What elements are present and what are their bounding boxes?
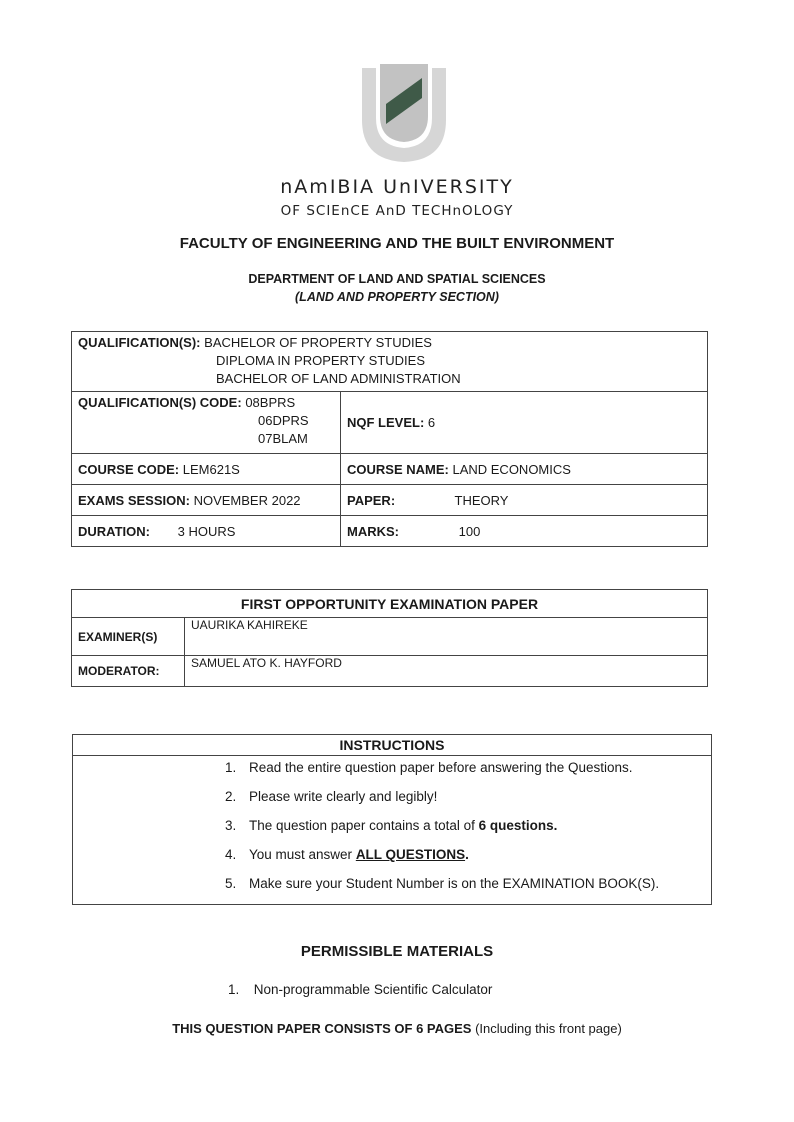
permissible-materials-title: PERMISSIBLE MATERIALS (300, 943, 494, 960)
instruction-text: The question paper contains a total of (249, 818, 479, 833)
paper-value: THEORY (454, 492, 509, 508)
paper-label: PAPER: (347, 492, 396, 508)
instruction-text: You must answer (249, 847, 356, 862)
department-title: DEPARTMENT OF LAND AND SPATIAL SCIENCES (248, 272, 546, 286)
instructions-table (72, 734, 712, 905)
instruction-number: 2. (225, 789, 237, 804)
instruction-item (73, 816, 711, 845)
instruction-number: 1. (225, 760, 237, 775)
instructions-title: INSTRUCTIONS (73, 735, 712, 756)
marks-value: 100 (458, 523, 481, 539)
qualification-codes-label: QUALIFICATION(S) CODE: (78, 395, 242, 410)
moderator-value: SAMUEL ATO K. HAYFORD (185, 656, 708, 687)
course-name-label: COURSE NAME: (347, 461, 449, 477)
university-logo-icon (358, 60, 450, 165)
instruction-item (73, 758, 711, 787)
course-code-cell (72, 454, 341, 485)
examiner-label: EXAMINER(S) (72, 618, 185, 656)
duration-cell (72, 516, 341, 547)
exam-session-value: NOVEMBER 2022 (193, 492, 301, 508)
instruction-text: Make sure your Student Number is on the EXAMINATION BOOK(S). (249, 876, 660, 891)
material-text: Non-programmable Scientific Calculator (253, 982, 493, 997)
course-code-value: LEM621S (182, 461, 240, 477)
qualifications-cell (72, 332, 708, 392)
course-details-table (71, 331, 708, 547)
nqf-level-label: NQF LEVEL: (347, 415, 425, 430)
instruction-number: 4. (225, 847, 237, 862)
instructions-body (73, 756, 712, 905)
course-code-label: COURSE CODE: (78, 461, 180, 477)
examiners-table (71, 589, 708, 687)
page-count-bold: THIS QUESTION PAPER CONSISTS OF 6 PAGES (172, 1021, 472, 1036)
instruction-text-end: . (465, 847, 469, 862)
instruction-text-end: . (553, 818, 558, 833)
university-name: nAmIBIA UnIVERSITY (280, 176, 514, 198)
moderator-label: MODERATOR: (72, 656, 185, 687)
page-count-normal: (Including this front page) (471, 1021, 622, 1036)
qualification-item: BACHELOR OF LAND ADMINISTRATION (216, 371, 461, 386)
paper-cell (341, 485, 708, 516)
duration-value: 3 HOURS (177, 523, 236, 539)
instruction-emphasis: ALL QUESTIONS (355, 847, 466, 862)
marks-label: MARKS: (347, 523, 399, 539)
marks-cell (341, 516, 708, 547)
page-count-note (0, 1021, 794, 1036)
section-title: (LAND AND PROPERTY SECTION) (295, 290, 499, 304)
material-item (228, 982, 492, 997)
instruction-number: 5. (225, 876, 237, 891)
exam-paper-title: FIRST OPPORTUNITY EXAMINATION PAPER (72, 590, 708, 618)
qualification-code: 06DPRS (258, 413, 309, 428)
course-name-cell (341, 454, 708, 485)
qualification-code: 08BPRS (245, 395, 296, 410)
university-subtitle: OF SCIEnCE AnD TECHnOLOGY (280, 203, 514, 219)
instruction-emphasis: 6 questions (478, 818, 554, 833)
instruction-text: Please write clearly and legibly! (249, 789, 438, 804)
faculty-title: FACULTY OF ENGINEERING AND THE BUILT ENVIRONMENT (179, 235, 615, 252)
qualification-item: BACHELOR OF PROPERTY STUDIES (204, 335, 432, 350)
qualification-item: DIPLOMA IN PROPERTY STUDIES (216, 353, 426, 368)
examiner-value: UAURIKA KAHIREKE (185, 618, 708, 656)
qualifications-label: QUALIFICATION(S): (78, 335, 201, 350)
duration-label: DURATION: (78, 523, 150, 539)
qualification-codes-cell (72, 392, 341, 454)
nqf-level-value: 6 (427, 415, 436, 430)
instruction-item (73, 874, 711, 903)
nqf-level-cell (341, 392, 708, 454)
exam-session-cell (72, 485, 341, 516)
instructions-list (73, 756, 711, 903)
instruction-text: Read the entire question paper before answering the Questions. (249, 760, 633, 775)
qualification-code: 07BLAM (258, 431, 308, 446)
instruction-number: 3. (225, 818, 237, 833)
exam-session-label: EXAMS SESSION: (78, 492, 190, 508)
instruction-item (73, 787, 711, 816)
course-name-value: LAND ECONOMICS (452, 461, 571, 477)
material-number: 1. (228, 982, 240, 997)
instruction-item (73, 845, 711, 874)
